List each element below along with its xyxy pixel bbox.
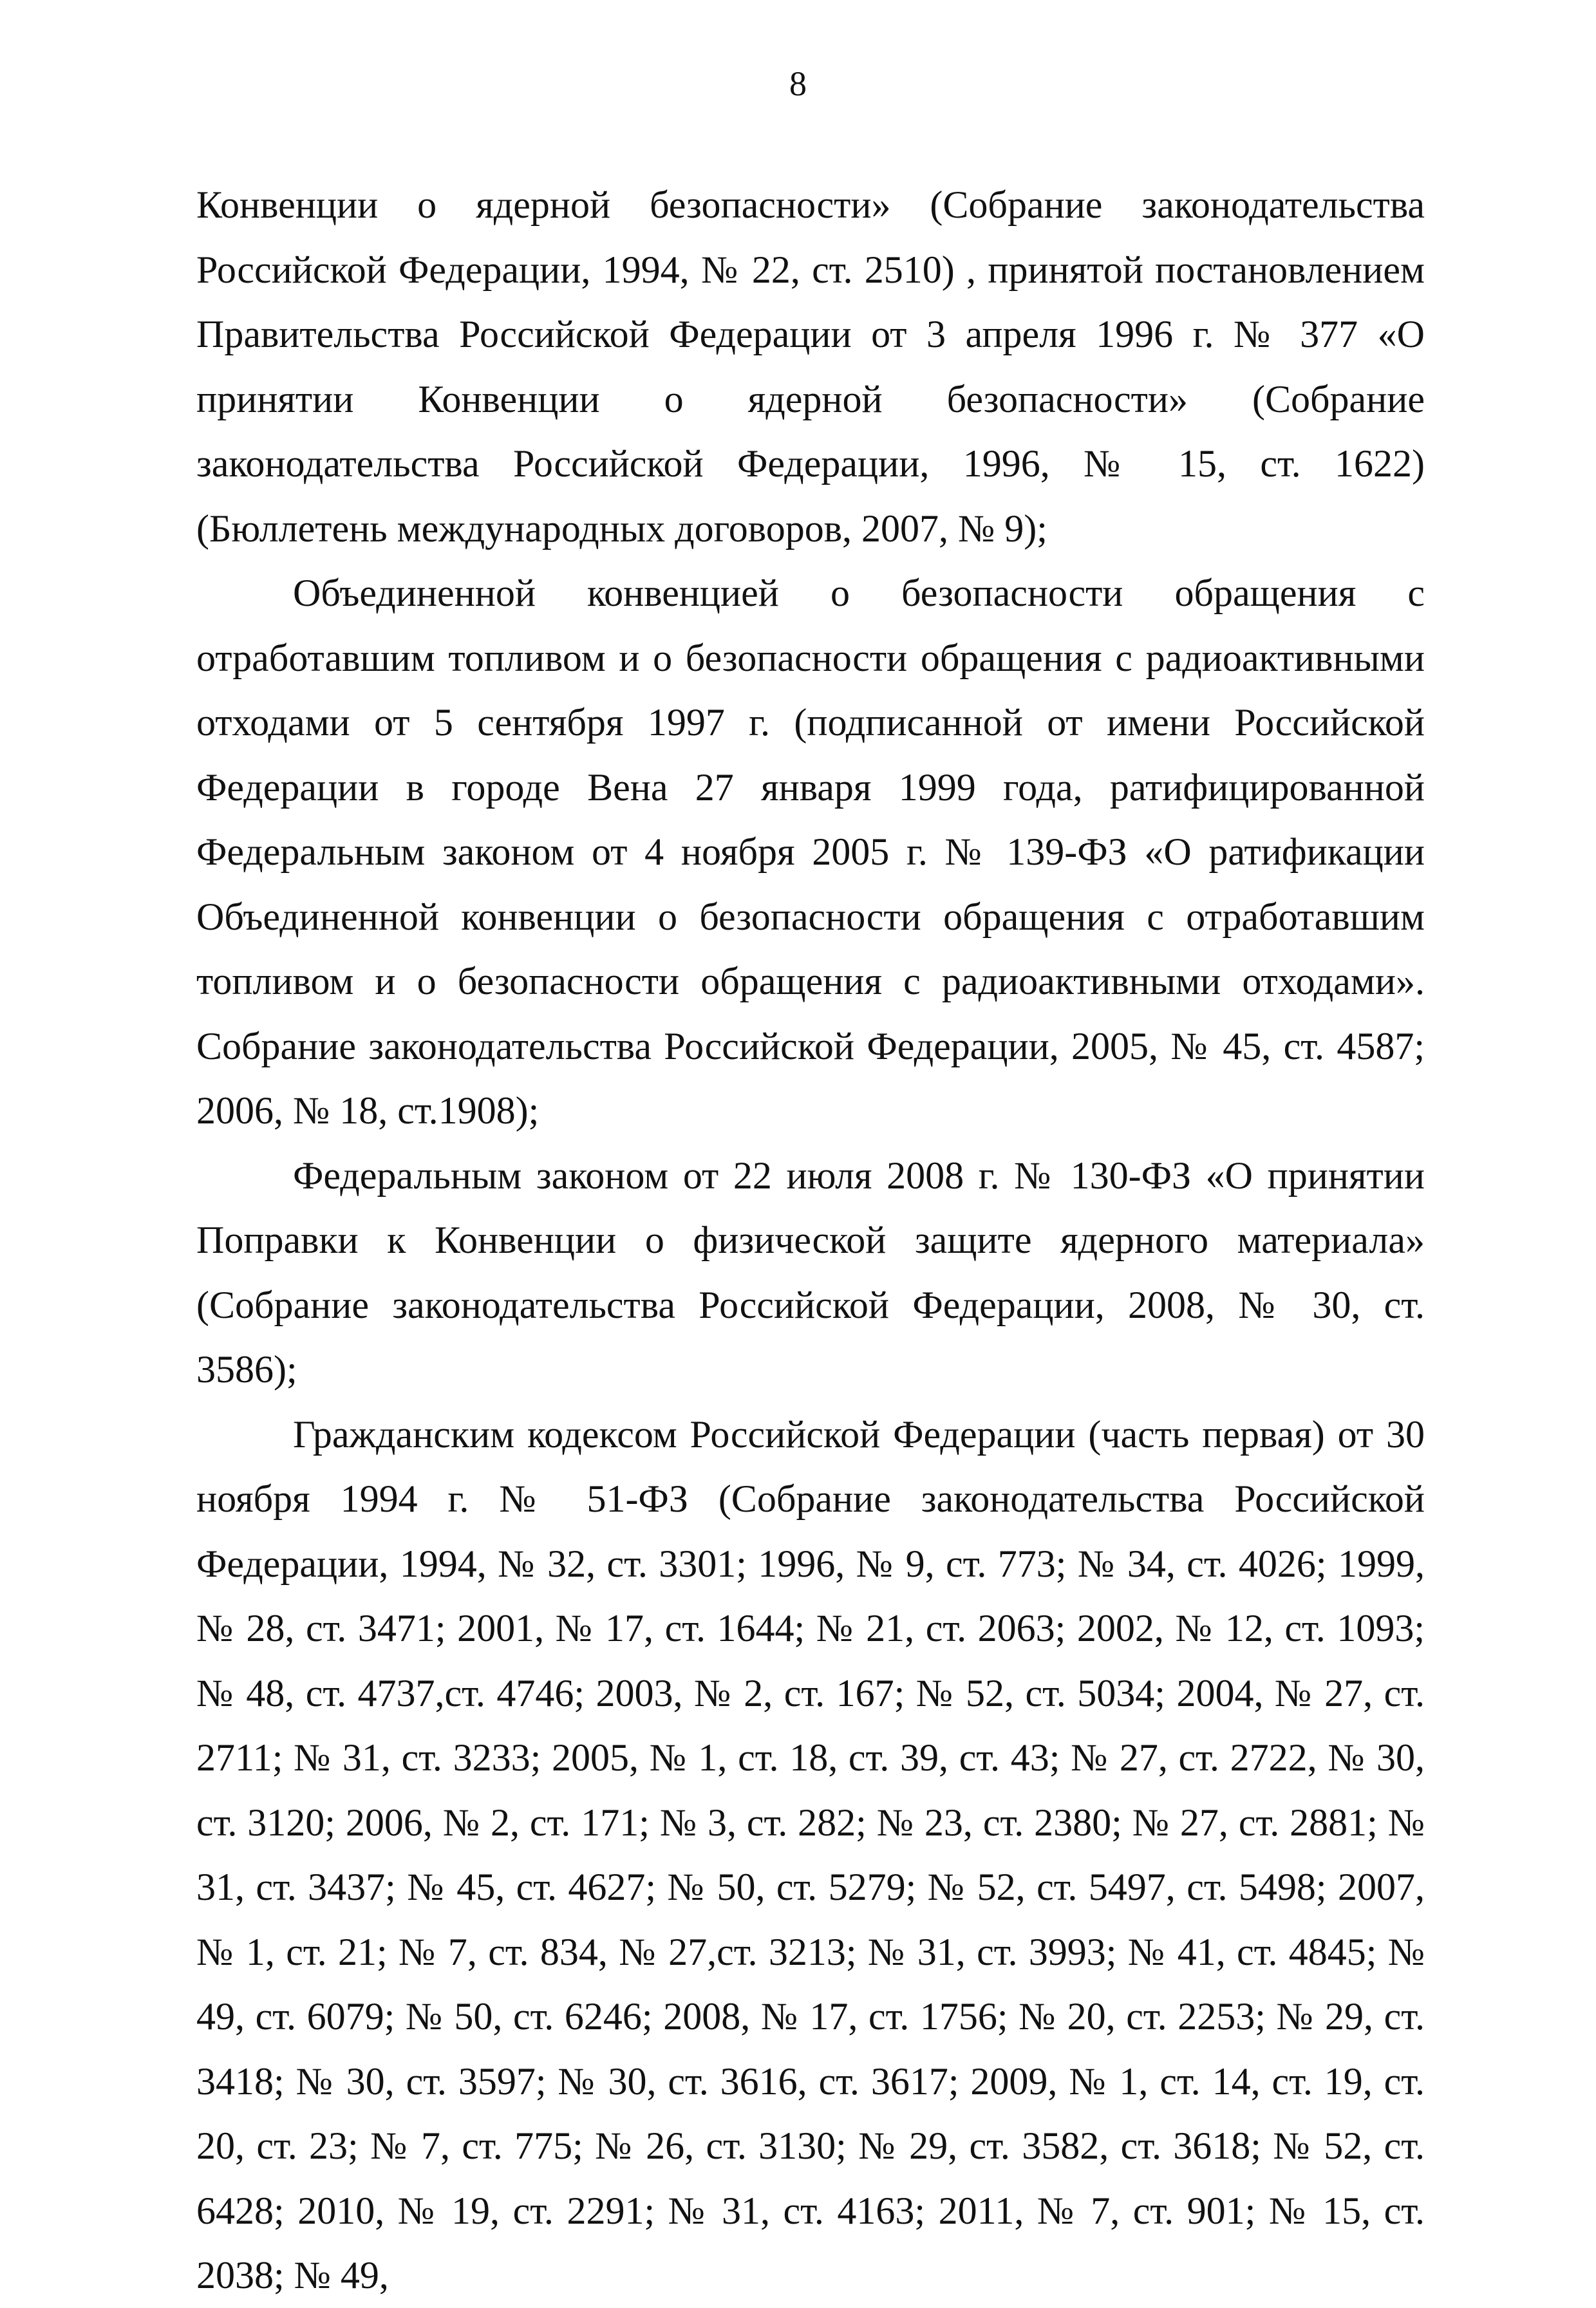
paragraph-3: Федеральным законом от 22 июля 2008 г. № 130-ФЗ «О принятии Поправки к Конвенции о физической защите ядерного материала» (Собрание законодательства Российской Федерации, 2008, № 30, ст. 3586); [196, 1154, 1425, 1391]
paragraph-2: Объединенной конвенцией о безопасности обращения с отработавшим топливом и о безопасности обращения с радиоактивными отходами от 5 сентября 1997 г. (подписанной от имени Российской Федерации в городе Вена 27 января 1999 года, ратифицированной Федеральным законом от 4 ноября 2005 г. № 139-ФЗ «О ратификации Объединенной конвенции о безопасности обращения с отработавшим топливом и о безопасности обращения с радиоактивными отходами». Собрание законодательства Российской Федерации, 2005, № 45, ст. 4587; 2006, № 18, ст.1908); [196, 572, 1425, 1132]
page-number: 8 [789, 64, 807, 103]
paragraph-4: Гражданским кодексом Российской Федерации (часть первая) от 30 ноября 1994 г. № 51-ФЗ (Собрание законодательства Российской Федерации, 1994, № 32, ст. 3301; 1996, № 9, ст. 773; № 34, ст. 4026; 1999, № 28, ст. 3471; 2001, № 17, ст. 1644; № 21, ст. 2063; 2002, № 12, ст. 1093; № 48, ст. 4737,ст. 4746; 2003, № 2, ст. 167; № 52, ст. 5034; 2004, № 27, ст. 2711; № 31, ст. 3233; 2005, № 1, ст. 18, ст. 39, ст. 43; № 27, ст. 2722, № 30, ст. 3120; 2006, № 2, ст. 171; № 3, ст. 282; № 23, ст. 2380; № 27, ст. 2881; № 31, ст. 3437; № 45, ст. 4627; № 50, ст. 5279; № 52, ст. 5497, ст. 5498; 2007, № 1, ст. 21; № 7, ст. 834, № 27,ст. 3213; № 31, ст. 3993; № 41, ст. 4845; № 49, ст. 6079; № 50, ст. 6246; 2008, № 17, ст. 1756; № 20, ст. 2253; № 29, ст. 3418; № 30, ст. 3597; № 30, ст. 3616, ст. 3617; 2009, № 1, ст. 14, ст. 19, ст. 20, ст. 23; № 7, ст. 775; № 26, ст. 3130; № 29, ст. 3582, ст. 3618; № 52, ст. 6428; 2010, № 19, ст. 2291; № 31, ст. 4163; 2011, № 7, ст. 901; № 15, ст. 2038; № 49, [196, 1412, 1425, 2296]
paragraph-1: Конвенции о ядерной безопасности» (Собрание законодательства Российской Федерации, 1994, № 22, ст. 2510) , принятой постановлением Правительства Российской Федерации от 3 апреля 1996 г. № 377 «О принятии Конвенции о ядерной безопасности» (Собрание законодательства Российской Федерации, 1996, № 15, ст. 1622) (Бюллетень международных договоров, 2007, № 9); [196, 183, 1425, 550]
document-body [196, 173, 1425, 2308]
